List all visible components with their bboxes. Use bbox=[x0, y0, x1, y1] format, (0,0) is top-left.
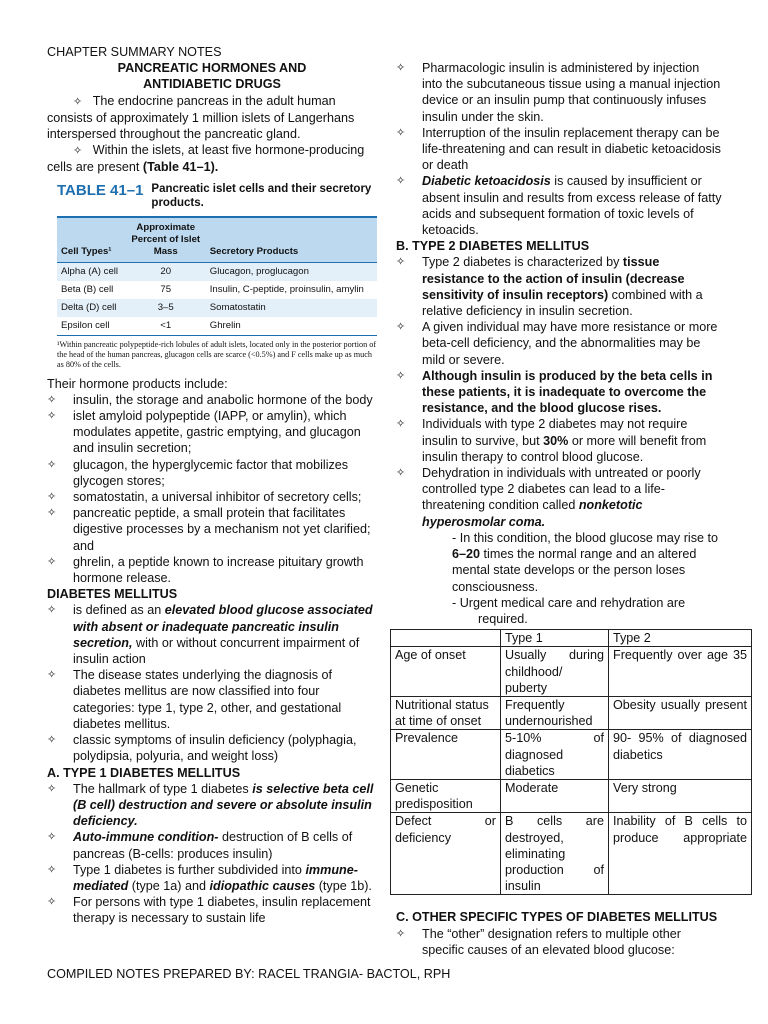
table-row bbox=[391, 647, 752, 697]
table-cell: 3–5 bbox=[157, 301, 174, 313]
table-cell: Very strong bbox=[609, 779, 752, 812]
list-item: ✧ Auto-immune condition- destruction of B cells of pancreas (B-cells: produces insulin) bbox=[47, 830, 353, 861]
table-caption: Pancreatic islet cells and their secretory products. bbox=[151, 182, 372, 209]
list-item: ✧ Although insulin is produced by the beta cells in these patients, it is inadequate to overcome the resistance, and the blood glucose rises. bbox=[396, 368, 713, 416]
sub-note-urgent-cont: required. bbox=[478, 611, 528, 626]
table-cell: Frequently undernourished bbox=[501, 696, 609, 729]
bullet-icon: ✧ bbox=[47, 733, 57, 747]
table-cell: 5-10% of diagnosed diabetics bbox=[501, 730, 609, 780]
list-item: ✧ For persons with type 1 diabetes, insulin replacement therapy is necessary to sustain life bbox=[47, 895, 371, 926]
list-item: ✧ glucagon, the hyperglycemic factor that mobilizes glycogen stores; bbox=[47, 457, 349, 488]
bullet-icon: ✧ bbox=[47, 506, 57, 520]
table-row bbox=[57, 317, 377, 336]
list-item: ✧ The “other” designation refers to multiple other specific causes of an elevated blood glucose: bbox=[396, 926, 682, 957]
page-title-line2: ANTIDIABETIC DRUGS bbox=[143, 77, 281, 92]
list-item: ✧ Diabetic ketoacidosis is caused by insufficient or absent insulin and results from excess release of fatty acids and subsequent formation of toxic levels of ketoacids. bbox=[396, 174, 722, 238]
table-cell: 75 bbox=[160, 283, 172, 295]
bullet-icon: ✧ bbox=[47, 668, 57, 682]
figure-title bbox=[57, 182, 377, 210]
right-column bbox=[395, 60, 747, 958]
bullet-icon: ✧ bbox=[47, 862, 57, 876]
bullet-icon: ✧ bbox=[47, 781, 57, 795]
bullet-icon: ✧ bbox=[396, 368, 406, 382]
table-header-row bbox=[391, 630, 752, 647]
bullet-icon: ✧ bbox=[73, 144, 83, 158]
header-cell: Type 1 bbox=[501, 630, 609, 647]
table-cell: Delta (D) cell bbox=[61, 301, 117, 313]
table-row bbox=[57, 299, 377, 317]
footer-credit: COMPILED NOTES PREPARED BY: RACEL TRANGIA- BACTOL, RPH bbox=[47, 967, 451, 981]
table-cell: Epsilon cell bbox=[61, 319, 110, 331]
left-column bbox=[47, 44, 377, 927]
list-item: ✧ insulin, the storage and anabolic hormone of the body bbox=[47, 392, 373, 407]
list-item: ✧ somatostatin, a universal inhibitor of secretory cells; bbox=[47, 490, 362, 505]
list-item: ✧ Interruption of the insulin replacement therapy can be life-threatening and can result in diabetic ketoacidosis or death bbox=[396, 125, 721, 173]
table-cell: Age of onset bbox=[391, 647, 501, 697]
table-cell: <1 bbox=[160, 319, 172, 331]
bullet-icon: ✧ bbox=[73, 94, 83, 108]
chapter-label: CHAPTER SUMMARY NOTES bbox=[47, 45, 222, 59]
list-item: ✧ Pharmacologic insulin is administered by injection into the subcutaneous tissue using a manual injection device or an insulin pump that continuously infuses insulin under the skin. bbox=[396, 61, 721, 124]
bullet-icon: ✧ bbox=[47, 392, 57, 406]
table-cell: B cells are destroyed, eliminating production of insulin bbox=[501, 813, 609, 895]
intro-paragraph-1: ✧ The endocrine pancreas in the adult human consists of approximately 1 million islets of Langerhans interspersed throughout the pancreatic gland. bbox=[47, 93, 355, 142]
list-item: ✧ The disease states underlying the diagnosis of diabetes mellitus are now classified into four categories: type 1, type 2, other, and gestational diabetes mellitus. bbox=[47, 668, 342, 731]
header-cell: Type 2 bbox=[609, 630, 752, 647]
table-row bbox=[57, 262, 377, 281]
bullet-icon: ✧ bbox=[47, 830, 57, 844]
intro-paragraph-2: ✧ Within the islets, at least five hormone-producing cells are present (Table 41–1). bbox=[47, 143, 365, 175]
table-cell: Inability of B cells to produce appropriate bbox=[609, 813, 752, 895]
header-cell: Approximate Percent of Islet Mass bbox=[126, 217, 206, 263]
page-title-line1: PANCREATIC HORMONES AND bbox=[117, 61, 307, 76]
table-cell: Insulin, C-peptide, proinsulin, amylin bbox=[209, 283, 364, 295]
list-item: ✧ ghrelin, a peptide known to increase pituitary growth hormone release. bbox=[47, 554, 364, 586]
bullet-icon: ✧ bbox=[396, 255, 406, 269]
table-row bbox=[391, 696, 752, 729]
table-row bbox=[391, 813, 752, 895]
table-41-1-figure bbox=[57, 182, 377, 370]
bullet-icon: ✧ bbox=[396, 125, 406, 139]
table-cell: Obesity usually present bbox=[609, 696, 752, 729]
table-cell: Genetic predisposition bbox=[391, 779, 501, 812]
table-number: TABLE 41–1 bbox=[57, 181, 144, 199]
header-cell: Cell Types¹ bbox=[57, 217, 126, 263]
table-cell: Usually during childhood/ puberty bbox=[501, 647, 609, 697]
header-cell bbox=[391, 630, 501, 647]
bullet-icon: ✧ bbox=[47, 895, 57, 909]
diabetes-comparison-table bbox=[390, 629, 752, 895]
section-heading-type1: A. TYPE 1 DIABETES MELLITUS bbox=[47, 765, 241, 780]
table-cell: Beta (B) cell bbox=[61, 283, 114, 295]
section-heading-dm: DIABETES MELLITUS bbox=[47, 587, 178, 602]
table-row bbox=[391, 779, 752, 812]
sub-note-urgent: - Urgent medical care and rehydration are bbox=[452, 595, 686, 610]
table-footnote: ¹Within pancreatic polypeptide-rich lobules of adult islets, located only in the posterior portion of the head of the human pancreas, glucagon cells are scarce (<0.5%) and F cells make up as much as 80% of the cells. bbox=[57, 339, 377, 369]
table-cell: Ghrelin bbox=[209, 319, 241, 331]
list-item: ✧ pancreatic peptide, a small protein that facilitates digestive processes by a mechanism not yet clarified; and bbox=[47, 506, 371, 553]
list-item: ✧ classic symptoms of insulin deficiency (polyphagia, polydipsia, polyuria, and weight loss) bbox=[47, 733, 357, 764]
table-cell: 90- 95% of diagnosed diabetics bbox=[609, 730, 752, 780]
bullet-icon: ✧ bbox=[47, 409, 57, 423]
list-item: ✧ Type 1 diabetes is further subdivided into immune-mediated (type 1a) and idiopathic causes (type 1b). bbox=[47, 862, 372, 893]
list-item: ✧ is defined as an elevated blood glucose associated with absent or inadequate pancreatic insulin secretion, with or without concurrent impairment of insulin action bbox=[47, 603, 373, 667]
table-cell: Somatostatin bbox=[209, 301, 266, 313]
sub-note-condition: - In this condition, the blood glucose may rise to 6–20 times the normal range and an altered mental state develops or the person loses consciousness. bbox=[452, 530, 719, 594]
bullet-icon: ✧ bbox=[396, 174, 406, 188]
header-cell: Secretory Products bbox=[206, 217, 377, 263]
table-cell: Prevalence bbox=[391, 730, 501, 780]
section-heading-type2: B. TYPE 2 DIABETES MELLITUS bbox=[396, 239, 590, 254]
bullet-icon: ✧ bbox=[47, 490, 57, 504]
table-cell: Defect or deficiency bbox=[391, 813, 501, 895]
table-cell: Moderate bbox=[501, 779, 609, 812]
bullet-icon: ✧ bbox=[47, 457, 57, 471]
list-item: ✧ Dehydration in individuals with untreated or poorly controlled type 2 diabetes can lead to a life-threatening condition called nonketotic hyperosmolar coma. bbox=[396, 466, 701, 529]
table-cell: Alpha (A) cell bbox=[61, 265, 119, 277]
section-heading-other: C. OTHER SPECIFIC TYPES OF DIABETES MELLITUS bbox=[396, 910, 718, 925]
products-intro: Their hormone products include: bbox=[47, 376, 228, 391]
bullet-icon: ✧ bbox=[396, 466, 406, 480]
list-item: ✧ Individuals with type 2 diabetes may not require insulin to survive, but 30% or more will benefit from insulin therapy to control blood glucose. bbox=[396, 417, 707, 464]
table-cell: 20 bbox=[160, 265, 172, 277]
list-item: ✧ Type 2 diabetes is characterized by tissue resistance to the action of insulin (decrease sensitivity of insulin receptors) combined with a relative deficiency in insulin secretion. bbox=[396, 255, 703, 319]
table-row bbox=[391, 730, 752, 780]
bullet-icon: ✧ bbox=[396, 417, 406, 431]
list-item: ✧ islet amyloid polypeptide (IAPP, or amylin), which modulates appetite, gastric emptying, and glucagon and insulin secretion; bbox=[47, 409, 361, 456]
bullet-icon: ✧ bbox=[47, 554, 57, 568]
table-cell: Nutritional status at time of onset bbox=[391, 696, 501, 729]
list-item: ✧ A given individual may have more resistance or more beta-cell deficiency, and the abnormalities may be mild or severe. bbox=[396, 320, 718, 367]
table-row bbox=[57, 281, 377, 299]
table-header-row bbox=[57, 217, 377, 263]
bullet-icon: ✧ bbox=[396, 61, 406, 74]
table-cell: Glucagon, proglucagon bbox=[209, 265, 309, 277]
bullet-icon: ✧ bbox=[396, 926, 406, 940]
table-cell: Frequently over age 35 bbox=[609, 647, 752, 697]
list-item: ✧ The hallmark of type 1 diabetes is selective beta cell (B cell) destruction and severe or absolute insulin deficiency. bbox=[47, 781, 374, 829]
bullet-icon: ✧ bbox=[396, 320, 406, 334]
islet-cell-table bbox=[57, 216, 377, 336]
bullet-icon: ✧ bbox=[47, 603, 57, 617]
